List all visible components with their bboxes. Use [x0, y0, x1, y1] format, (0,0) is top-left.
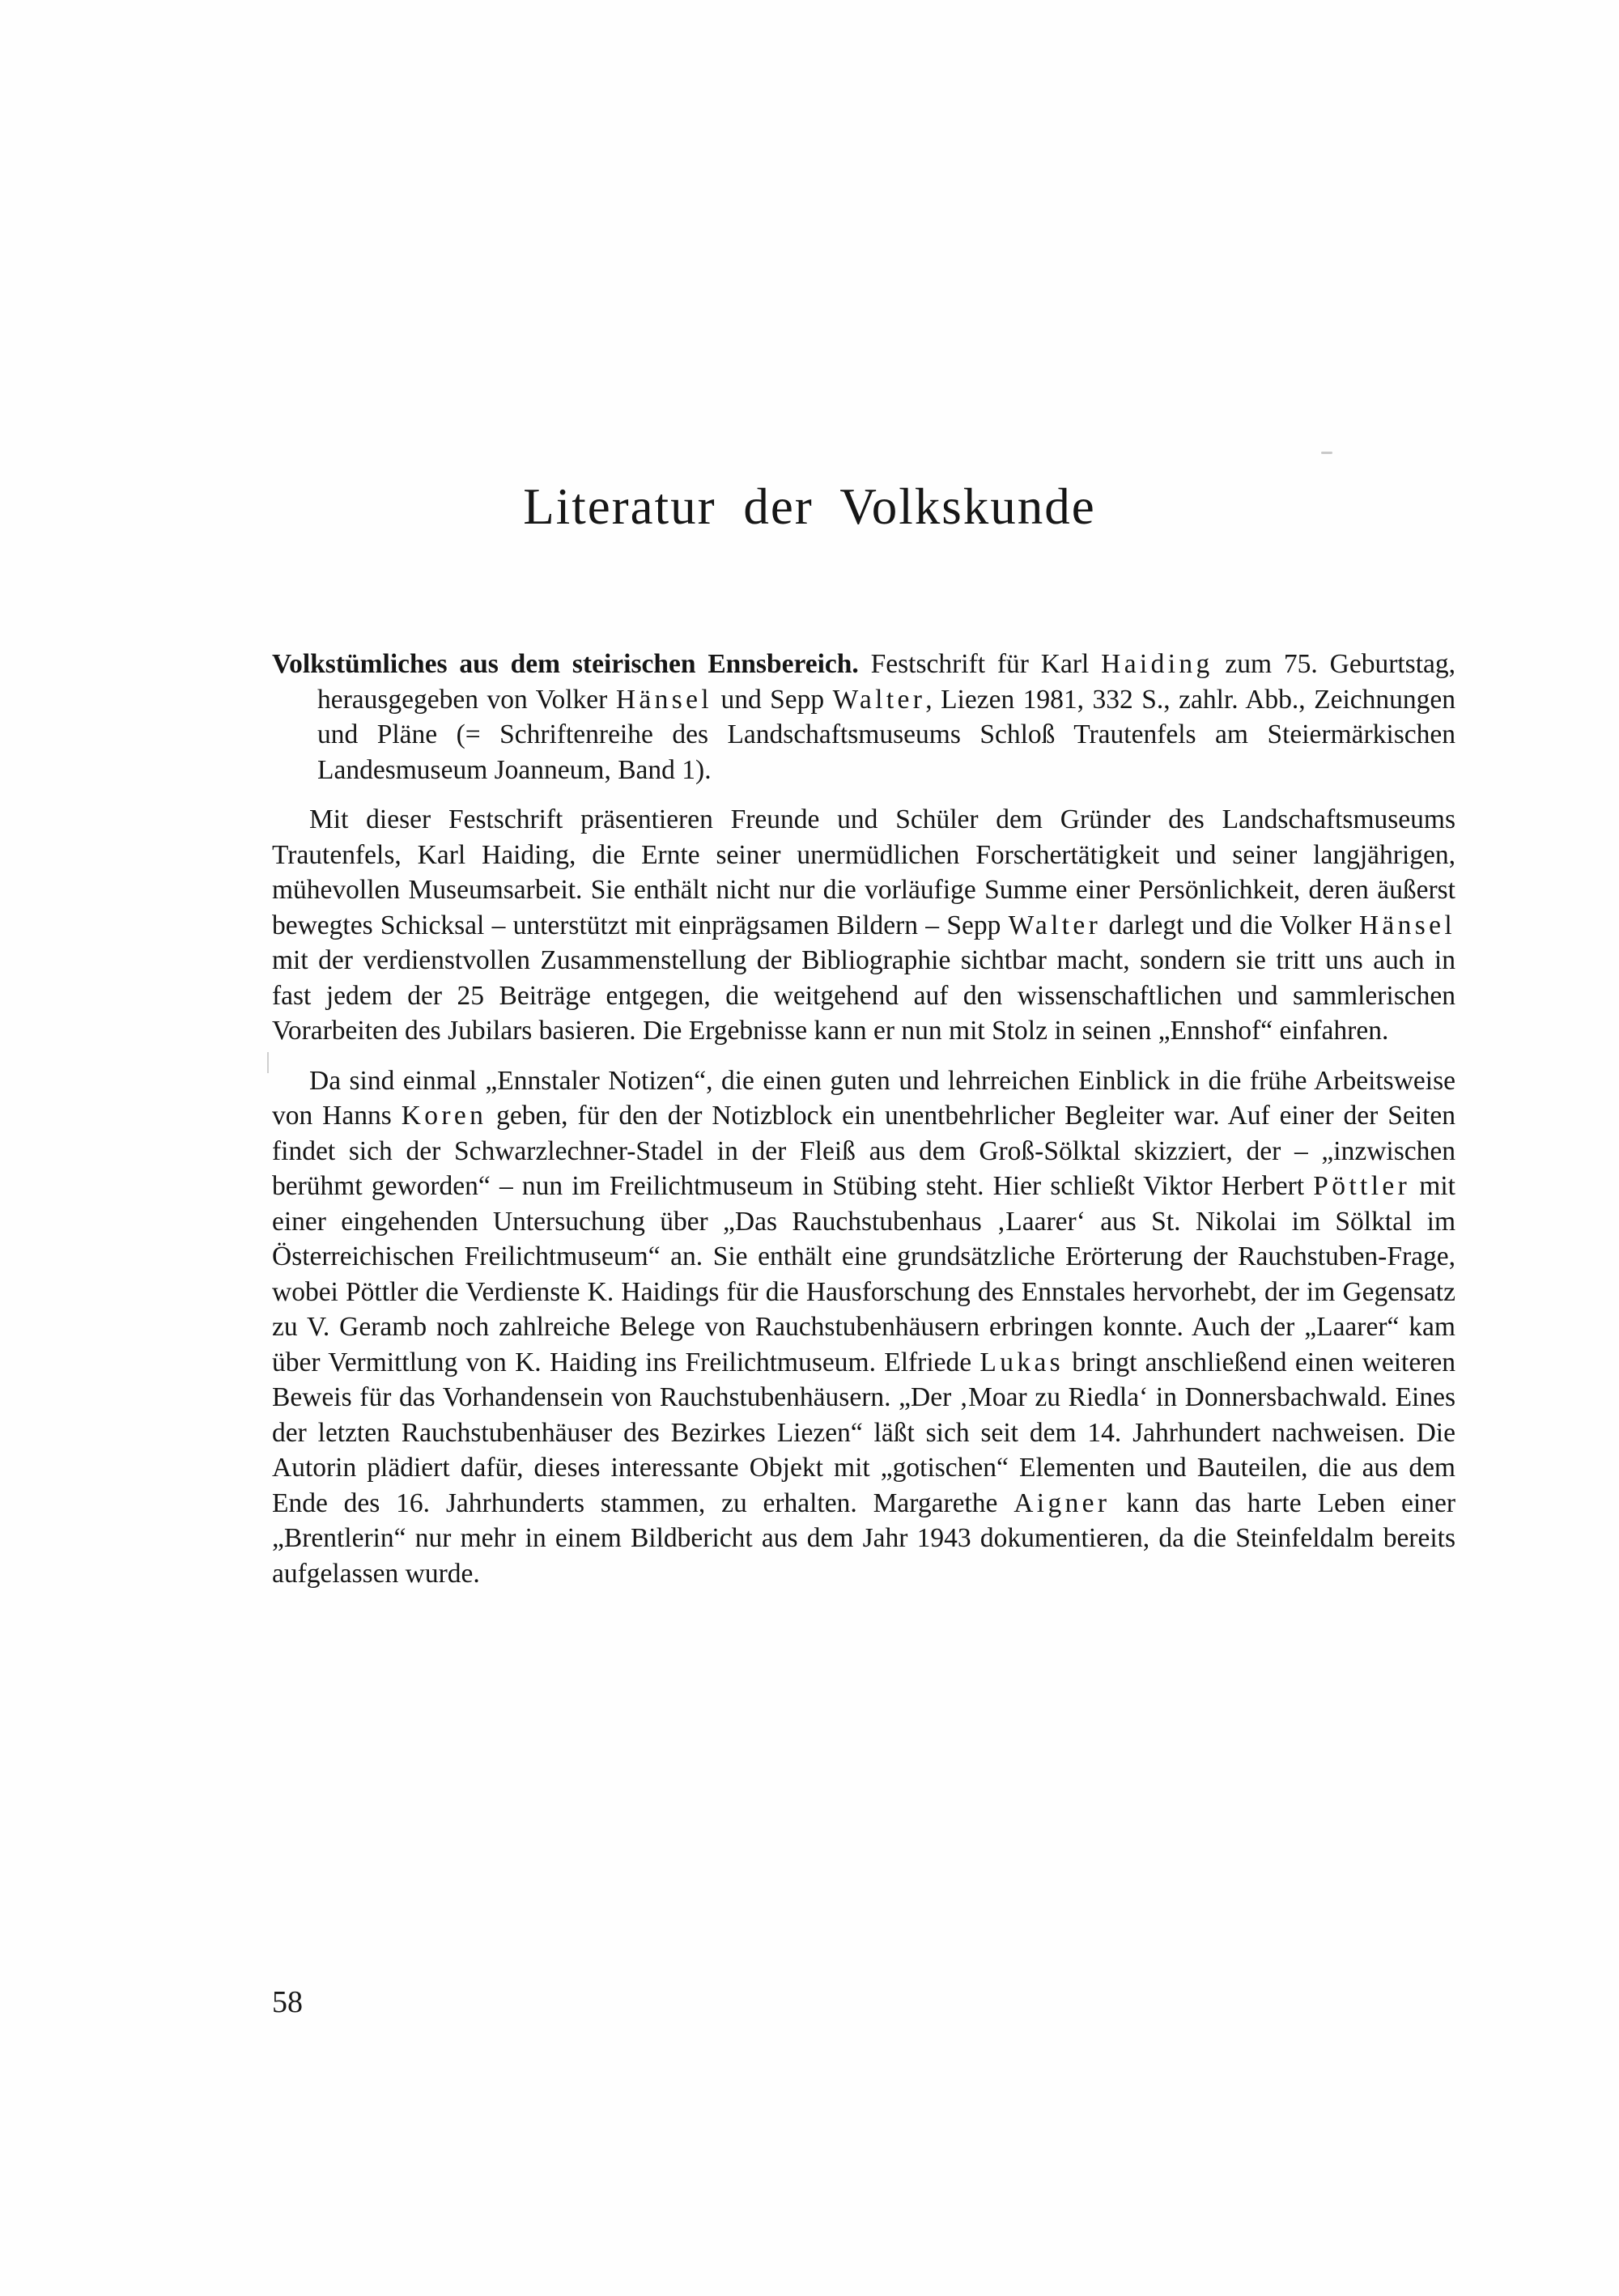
text-segment: geben, für den der Notizblock ein unentbehrlicher Begleiter war. Auf einer der Seiten findet sich der Schwarzlechner-Stadel in der Fleiß aus dem Groß-Sölktal skizziert, der – „inzwischen berühmt geworden“ – nun im Freilichtmuseum in Stübing steht. Hier schließt Viktor Herbert — [272, 1101, 1455, 1202]
text-segment: kann das harte Leben einer „Brentlerin“ nur mehr in einem Bildbericht aus dem Jahr 1943 dokumentieren, da die Steinfeldalm bereits aufgelassen wurde. — [272, 1488, 1455, 1589]
person-name: Walter — [832, 684, 926, 715]
person-name: Hänsel — [1358, 910, 1455, 940]
page-title: Literatur der Volkskunde — [523, 478, 1096, 535]
scan-artifact — [1321, 452, 1332, 454]
person-name: Aigner — [1013, 1488, 1111, 1518]
text-segment: Mit dieser Festschrift präsentieren Freunde und Schüler dem Gründer des Landschaftsmuseums Trautenfels, Karl Haiding, die Ernte seiner unermüdlichen Forschertätigkeit und seiner langjährigen, mühevollen Museumsarbeit. Sie enthält nicht nur die vorläufige Summe einer Persönlichkeit, deren äußerst bewegtes Schicksal – unterstützt mit einprägsamen Bildern – Sepp — [272, 804, 1455, 940]
text-segment: Da sind einmal „Ennstaler Notizen“, die einen guten und lehrreichen Einblick in die frühe Arbeitsweise von Hanns — [272, 1065, 1455, 1131]
text-segment: darlegt und die Volker — [1101, 910, 1359, 940]
text-segment: mit einer eingehenden Untersuchung über „Das Rauchstubenhaus ‚Laarer‘ aus St. Nikolai im Sölktal im Österreichischen Freilichtmuseum“ an. Sie enthält eine grundsätzliche Erörterung der Rauchstuben-Frage, wobei Pöttler die Verdienste K. Haidings für die Hausforschung des Ennstales hervorhebt, der im Gegensatz zu V. Geramb noch zahlreiche Belege von Rauchstubenhäusern erbringen konnte. Auch der „Laarer“ kam über Vermittlung von K. Haiding ins Freilichtmuseum. Elfriede — [272, 1171, 1455, 1377]
person-name: Haiding — [1101, 649, 1213, 680]
person-name: Koren — [401, 1101, 487, 1131]
text-segment: bringt anschließend einen weiteren Beweis für das Vorhandensein von Rauchstubenhäusern. „Der ‚Moar zu Riedla‘ in Donnersbachwald. Eines der letzten Rauchstubenhäuser des Bezirkes Liezen“ läßt sich seit dem 14. Jahrhundert nachweisen. Die Autorin plädiert dafür, dieses interessante Objekt mit „gotischen“ Elementen und Bauteilen, die aus dem Ende des 16. Jahrhunderts stammen, zu erhalten. Margarethe — [272, 1347, 1456, 1518]
page-number: 58 — [272, 1985, 303, 2019]
person-name: Lukas — [979, 1347, 1064, 1377]
text-segment: zum 75. Geburtstag, herausgegeben von Volker — [317, 649, 1456, 715]
person-name: Hänsel — [615, 684, 712, 715]
bibliography-entry — [272, 647, 1455, 787]
text-segment: mit der verdienstvollen Zusammenstellung der Bibliographie sichtbar macht, sondern sie tritt uns auch in fast jedem der 25 Beiträge entgegen, die weitgehend auf den wissenschaftlichen und sammlerischen Vorarbeiten des Jubilars basieren. Die Ergebnisse kann er nun mit Stolz in seinen „Ennshof“ einfahren. — [272, 945, 1455, 1046]
text-segment: Festschrift für Karl — [858, 649, 1102, 680]
scan-artifact — [267, 1052, 269, 1073]
person-name: Walter — [1008, 910, 1102, 940]
text-block — [272, 647, 1455, 1591]
body-paragraph — [272, 802, 1455, 1049]
text-segment: Volkstümliches aus dem steirischen Ennsbereich. — [272, 649, 859, 680]
text-segment: , Liezen 1981, 332 S., zahlr. Abb., Zeichnungen und Pläne (= Schriftenreihe des Landschaftsmuseums Schloß Trautenfels am Steiermärkischen Landesmuseum Joanneum, Band 1). — [317, 684, 1455, 785]
body-paragraph — [272, 1063, 1455, 1592]
text-segment: und Sepp — [712, 684, 833, 715]
person-name: Pöttler — [1313, 1171, 1411, 1202]
